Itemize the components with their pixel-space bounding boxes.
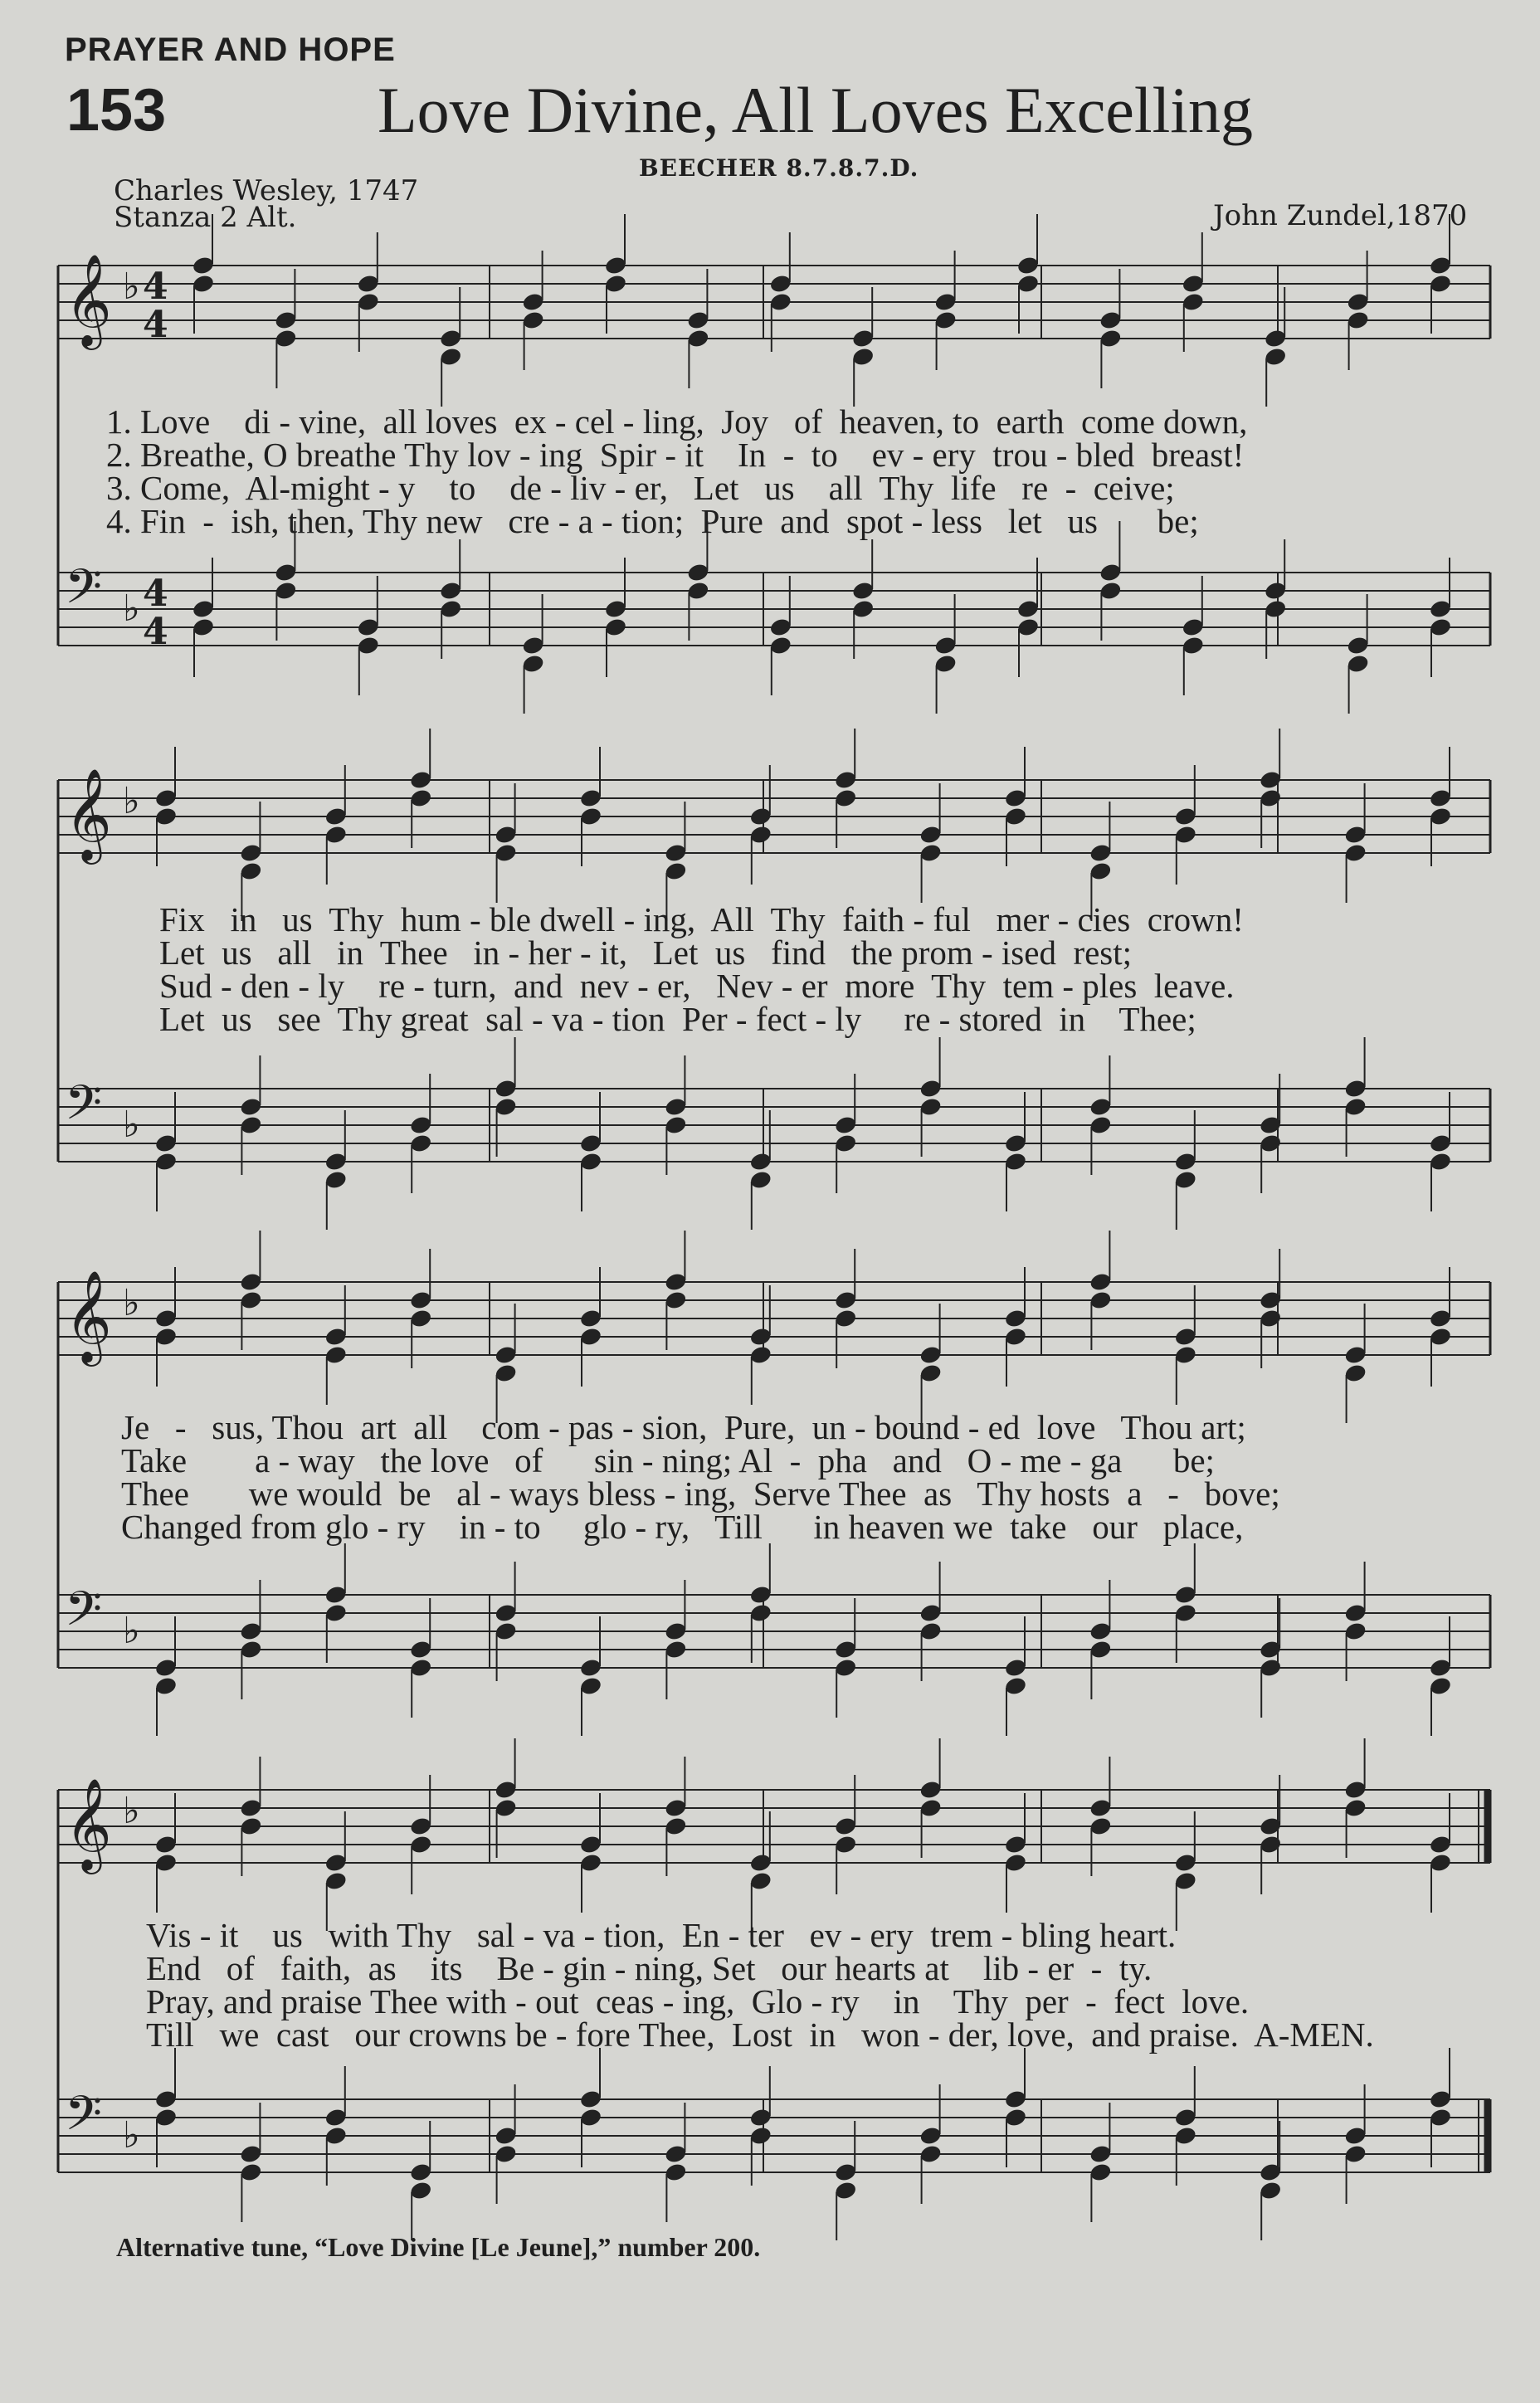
lyric-line: Sud - den - ly re - turn, and nev - er, Nev - er more Thy tem - ples leave. [159,967,1235,1005]
bass-clef: 𝄢 [65,1581,103,1649]
lyric-line: Let us see Thy great sal - va - tion Per - fect - ly re - stored in Thee; [159,1000,1196,1038]
bass-clef: 𝄢 [65,1075,103,1143]
flat-sign: ♭ [123,1790,140,1832]
flat-sign: ♭ [123,587,140,630]
hymn-number: 153 [66,77,167,144]
lyric-line: 4. Fin - ish, then, Thy new cre - a - tion; Pure and spot - less let us be; [106,502,1199,540]
flat-sign: ♭ [123,266,140,308]
bass-clef: 𝄢 [65,558,103,626]
flat-sign: ♭ [123,1104,140,1146]
time-signature: 4 [143,266,168,308]
tune-name: BEECHER 8.7.8.7.D. [639,154,919,182]
lyric-line: 1. Love di - vine, all loves ex - cel - ling, Joy of heaven, to earth come down, [106,402,1248,441]
lyric-line: Changed from glo - ry in - to glo - ry, Till in heaven we take our place, [121,1508,1244,1546]
lyric-line: 3. Come, Al-might - y to de - liv - er, Let us all Thy life re - ceive; [106,469,1175,507]
treble-clef: 𝄞 [65,768,112,860]
treble-clef: 𝄞 [65,1270,112,1362]
lyric-line: Fix in us Thy hum - ble dwell - ing, All Thy faith - ful mer - cies crown! [159,900,1244,938]
lyric-line: Thee we would be al - ways bless - ing, Serve Thee as Thy hosts a - bove; [121,1474,1280,1513]
time-signature: 4 [143,573,168,615]
lyric-line: Pray, and praise Thee with - out ceas - ing, Glo - ry in Thy per - fect love. [146,1982,1250,2020]
flat-sign: ♭ [123,2114,140,2157]
bass-clef: 𝄢 [65,2085,103,2153]
lyric-line: Vis - it us with Thy sal - va - tion, En - ter ev - ery trem - bling heart. [146,1916,1177,1954]
lyric-line: Let us all in Thee in - her - it, Let us find the prom - ised rest; [159,933,1133,972]
hymn-title: Love Divine, All Loves Excelling [378,74,1253,146]
treble-clef: 𝄞 [65,253,112,346]
treble-clef: 𝄞 [65,1777,112,1870]
time-signature: 4 [143,611,168,653]
author-line-1: Charles Wesley, 1747 [114,174,419,207]
lyric-line: 2. Breathe, O breathe Thy lov - ing Spir - it In - to ev - ery trou - bled breast! [106,436,1245,474]
lyric-line: Je - sus, Thou art all com - pas - sion, Pure, un - bound - ed love Thou art; [121,1408,1246,1446]
section-label: PRAYER AND HOPE [65,32,396,68]
lyric-line: Till we cast our crowns be - fore Thee, Lost in won - der, love, and praise. A-MEN. [146,2015,1374,2054]
flat-sign: ♭ [123,1282,140,1324]
flat-sign: ♭ [123,780,140,822]
composer-credit: John Zundel,1870 [1213,199,1468,232]
time-signature: 4 [143,304,168,346]
footnote: Alternative tune, “Love Divine [Le Jeune],” number 200. [116,2232,761,2262]
lyric-line: Take a - way the love of sin - ning; Al - pha and O - me - ga be; [121,1441,1215,1479]
author-line-2: Stanza 2 Alt. [114,201,297,234]
flat-sign: ♭ [123,1610,140,1652]
lyric-line: End of faith, as its Be - gin - ning, Set our hearts at lib - er - ty. [146,1949,1153,1987]
